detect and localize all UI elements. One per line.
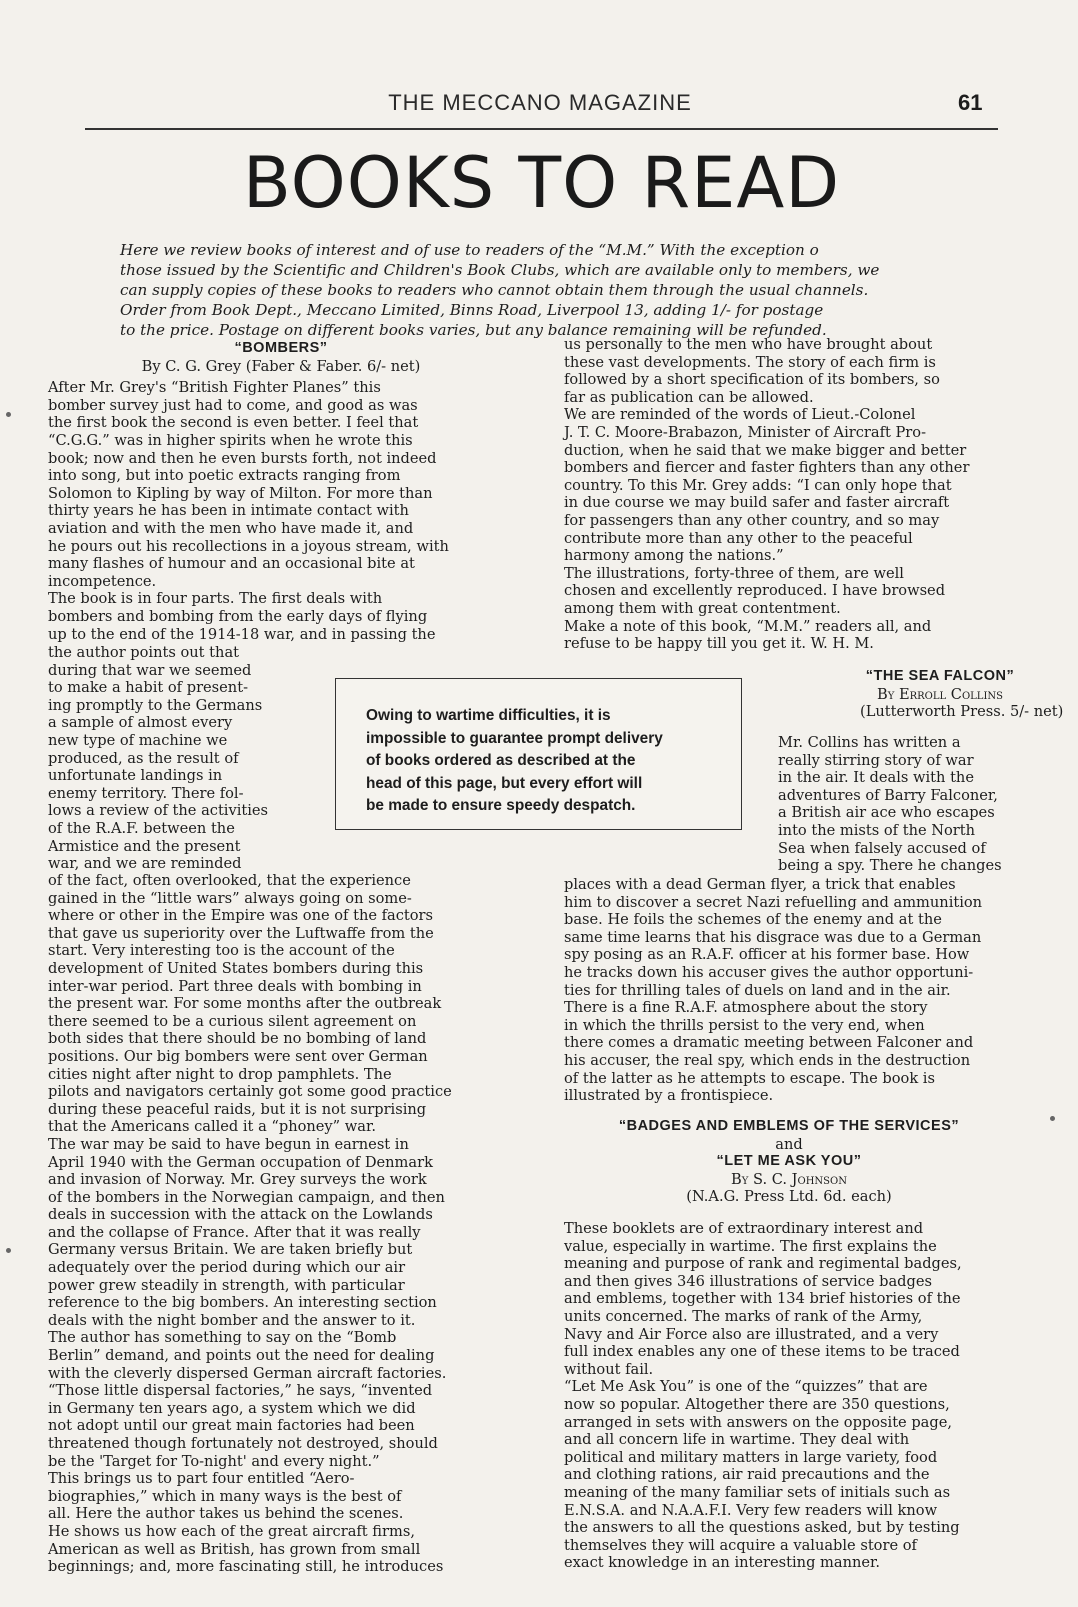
text-line: during that war we seemed [48,661,252,679]
text-line: beginnings; and, more fascinating still, he introduces [48,1558,444,1576]
text-line: country. To this Mr. Grey adds: “I can only hope that [564,476,952,494]
notice-line: of books ordered as described at the [366,752,636,769]
text-line: both sides that there should be no bombing of land [48,1030,427,1048]
text-line: really stirring story of war [778,751,974,769]
text-line: “C.G.G.” was in higher spirits when he wrote this [48,431,413,449]
text-line: ties for thrilling tales of duels on land and in the air. [564,981,951,999]
text-line: bombers and bombing from the early days of flying [48,607,428,625]
magazine-title: THE MECCANO MAGAZINE [388,90,692,115]
intro-line: Order from Book Dept., Meccano Limited, Binns Road, Liverpool 13, adding 1/- for postage [120,301,824,319]
text-line: These booklets are of extraordinary interest and [564,1220,924,1237]
text-line: book; now and then he even bursts forth, not indeed [48,449,437,467]
badges-and: and [775,1135,803,1153]
text-line: not adopt until our great main factories had been [48,1417,415,1435]
text-line: meaning of the many familiar sets of initials such as [564,1483,951,1501]
text-line: positions. Our big bombers were sent over German [48,1047,428,1065]
text-line: of the bombers in the Norwegian campaign, and then [48,1188,445,1206]
text-line: start. Very interesting too is the account of the [48,942,395,960]
text-line: value, especially in wartime. The first explains the [564,1237,937,1255]
text-line: arranged in sets with answers on the opposite page, [564,1413,952,1431]
text-line: meaning and purpose of rank and regimental badges, [564,1255,962,1273]
page-title: BOOKS TO READ [242,142,841,224]
text-line: now so popular. Altogether there are 350 questions, [564,1395,950,1413]
text-line: the present war. For some months after the outbreak [48,995,442,1013]
sea-falcon-heading: “THE SEA FALCON” [865,668,1015,684]
header-rule [85,128,998,130]
bombers-heading: “BOMBERS” [234,340,328,356]
text-line: power grew steadily in strength, with particular [48,1276,405,1294]
text-line: that the Americans called it a “phoney” war. [48,1118,376,1136]
text-line: in Germany ten years ago, a system which we did [48,1399,416,1417]
text-line: produced, as the result of [48,749,239,767]
text-line: in the air. It deals with the [778,769,974,787]
text-line: cities night after night to drop pamphlets. The [48,1065,392,1083]
notice-line: impossible to guarantee prompt delivery [366,729,663,747]
text-line: followed by a short specification of its bombers, so [564,371,940,389]
text-line: full index enables any one of these items to be traced [564,1343,960,1361]
text-line: and emblems, together with 134 brief histories of the [564,1290,961,1308]
text-line: and all concern life in wartime. They deal with [564,1431,910,1449]
text-line: This brings us to part four entitled “Aero- [48,1470,355,1488]
margin-mark [6,1248,11,1253]
text-line: us personally to the men who have brought about [564,336,933,353]
text-line: and the collapse of France. After that it was really [48,1223,421,1241]
sea-falcon-review-narrow [778,734,1014,875]
intro-line: those issued by the Scientific and Children's Book Clubs, which are available only to members, we [120,261,880,279]
sea-falcon-byline: By Erroll Collins [877,685,1003,703]
text-line: Armistice and the present [48,837,241,855]
text-line: gained in the “little wars” always going on some- [48,889,412,907]
bombers-review-bottom [48,872,514,1576]
text-line: all. Here the author takes us behind the scenes. [48,1505,404,1523]
text-line: spy posing as an R.A.F. officer at his former base. How [564,946,970,964]
text-line: contribute more than any other to the peaceful [564,529,913,547]
text-line: Sea when falsely accused of [778,839,986,857]
text-line: threatened though fortunately not destroyed, should [48,1435,438,1452]
text-line: many flashes of humour and an occasional bite at [48,555,415,573]
text-line: new type of machine we [48,731,228,749]
text-line: illustrated by a frontispiece. [564,1087,774,1105]
text-line: of the fact, often overlooked, that the experience [48,872,411,889]
sea-falcon-header [860,668,1064,721]
margin-mark [6,412,11,417]
text-line: The book is in four parts. The first deals with [48,590,383,608]
badges-byline: By S. C. Johnson [731,1170,847,1188]
text-line: he pours out his recollections in a joyous stream, with [48,537,449,555]
text-line: into song, but into poetic extracts ranging from [48,467,401,485]
text-line: and invasion of Norway. Mr. Grey surveys the work [48,1171,427,1189]
text-line: deals with the night bomber and the answer to it. [48,1311,416,1329]
text-line: with the cleverly dispersed German aircraft factories. [48,1364,447,1382]
text-line: Navy and Air Force also are illustrated, and a very [564,1325,939,1343]
sea-falcon-review-full [564,876,1014,1105]
intro-paragraph [120,240,960,340]
text-line: We are reminded of the words of Lieut.-Colonel [564,406,916,424]
text-line: that gave us superiority over the Luftwaffe from the [48,924,434,942]
text-line: Berlin” demand, and points out the need for dealing [48,1347,435,1365]
text-line: biographies,” which in many ways is the best of [48,1487,402,1505]
bombers-review-top [48,340,514,643]
notice-box [335,678,742,830]
text-line: adequately over the period during which our air [48,1259,406,1277]
text-line: his accuser, the real spy, which ends in the destruction [564,1051,971,1069]
page-number: 61 [958,90,983,115]
intro-line: to the price. Postage on different books varies, but any balance remaining will be refunded. [120,321,827,339]
text-line: refuse to be happy till you get it. W. H. M. [564,635,874,653]
bombers-review-continued [564,336,1014,653]
text-line: development of United States bombers during this [48,959,424,977]
text-line: bomber survey just had to come, and good as was [48,396,418,414]
text-line: he tracks down his accuser gives the author opportuni- [564,963,974,981]
text-line: without fail. [564,1360,654,1378]
bombers-byline: By C. G. Grey (Faber & Faber. 6/- net) [141,357,421,375]
badges-header [564,1118,1014,1206]
text-line: a British air ace who escapes [778,804,995,822]
text-line: reference to the big bombers. An interesting section [48,1294,437,1312]
text-line: Mr. Collins has written a [778,734,961,751]
let-me-ask-heading: “LET ME ASK YOU” [716,1153,862,1170]
text-line: The illustrations, forty-three of them, are well [564,564,904,582]
text-line: harmony among the nations.” [564,547,784,565]
text-line: him to discover a secret Nazi refuelling and ammunition [564,893,983,911]
text-line: to make a habit of present- [48,679,249,697]
text-line: a sample of almost every [48,714,233,732]
text-line: duction, when he said that we make bigger and better [564,441,967,459]
text-line: The war may be said to have begun in earnest in [48,1135,409,1153]
text-line: places with a dead German flyer, a trick that enables [564,876,956,893]
text-line: units concerned. The marks of rank of the Army, [564,1307,923,1325]
text-line: in which the thrills persist to the very end, when [564,1016,925,1034]
notice-text [366,705,716,818]
text-line: during these peaceful raids, but it is not surprising [48,1100,427,1118]
sea-falcon-publisher: (Lutterworth Press. 5/- net) [860,703,1064,721]
intro-line: can supply copies of these books to readers who cannot obtain them through the usual channels. [120,281,869,299]
text-line: exact knowledge in an interesting manner. [564,1554,881,1572]
margin-mark [1050,1116,1055,1121]
text-line: J. T. C. Moore-Brabazon, Minister of Aircraft Pro- [564,423,926,441]
text-line: and then gives 346 illustrations of service badges [564,1272,932,1290]
text-line: There is a fine R.A.F. atmosphere about the story [564,999,928,1017]
notice-line: Owing to wartime difficulties, it is [366,707,611,724]
text-line: base. He foils the schemes of the enemy and at the [564,911,942,929]
text-line: there comes a dramatic meeting between Falconer and [564,1034,974,1052]
text-line: chosen and excellently reproduced. I have browsed [564,582,946,600]
text-line: unfortunate landings in [48,767,223,785]
text-line: of the R.A.F. between the [48,819,235,837]
intro-line: Here we review books of interest and of use to readers of the “M.M.” With the exception o [120,241,819,259]
text-line: thirty years he has been in intimate contact with [48,502,409,520]
text-line: among them with great contentment. [564,599,841,617]
text-line: lows a review of the activities [48,802,269,820]
text-line: being a spy. There he changes [778,857,1002,875]
text-line: in due course we may build safer and faster aircraft [564,494,950,512]
text-line: for passengers than any other country, and so may [564,511,940,529]
text-line: enemy territory. There fol- [48,784,244,802]
text-line: April 1940 with the German occupation of Denmark [48,1153,433,1171]
badges-heading: “BADGES AND EMBLEMS OF THE SERVICES” [618,1118,960,1134]
text-line: there seemed to be a curious silent agreement on [48,1012,417,1030]
bombers-review-narrow [48,644,320,873]
text-line: these vast developments. The story of each firm is [564,353,936,371]
text-line: deals in succession with the attack on the Lowlands [48,1206,433,1224]
text-line: political and military matters in large variety, food [564,1448,938,1466]
text-line: where or other in the Empire was one of the factors [48,907,434,925]
notice-line: head of this page, but every effort will [366,774,643,792]
text-line: Make a note of this book, “M.M.” readers all, and [564,617,932,635]
text-line: of the latter as he attempts to escape. The book is [564,1069,935,1087]
text-line: the answers to all the questions asked, but by testing [564,1519,960,1537]
text-line: war, and we are reminded [48,855,242,873]
text-line: adventures of Barry Falconer, [778,786,998,804]
text-line: up to the end of the 1914-18 war, and in passing the [48,625,436,643]
text-line: “Let Me Ask You” is one of the “quizzes” that are [564,1378,928,1396]
text-line: Germany versus Britain. We are taken briefly but [48,1241,413,1259]
text-line: the first book the second is even better. I feel that [48,414,419,432]
text-line: far as publication can be allowed. [564,388,814,406]
text-line: and clothing rations, air raid precautions and the [564,1466,930,1484]
text-line: American as well as British, has grown from small [48,1540,421,1558]
text-line: same time learns that his disgrace was due to a German [564,928,982,946]
text-line: aviation and with the men who have made it, and [48,519,414,537]
notice-line: be made to ensure speedy despatch. [366,797,636,814]
text-line: themselves they will acquire a valuable store of [564,1536,917,1554]
text-line: Solomon to Kipling by way of Milton. For more than [48,484,433,502]
text-line: inter-war period. Part three deals with bombing in [48,977,422,995]
text-line: “Those little dispersal factories,” he says, “invented [48,1382,433,1400]
text-line: bombers and fiercer and faster fighters than any other [564,459,970,477]
badges-review [564,1220,1014,1572]
text-line: into the mists of the North [778,821,976,839]
text-line: After Mr. Grey's “British Fighter Planes” this [48,379,381,397]
text-line: incompetence. [48,572,157,590]
text-line: the author points out that [48,644,240,661]
badges-publisher: (N.A.G. Press Ltd. 6d. each) [686,1188,892,1206]
text-line: ing promptly to the Germans [48,696,263,714]
text-line: The author has something to say on the “Bomb [48,1329,397,1347]
text-line: be the 'Target for To-night' and every night.” [48,1452,380,1470]
text-line: E.N.S.A. and N.A.A.F.I. Very few readers will know [564,1501,938,1519]
text-line: He shows us how each of the great aircraft firms, [48,1522,415,1540]
text-line: pilots and navigators certainly got some good practice [48,1083,452,1101]
